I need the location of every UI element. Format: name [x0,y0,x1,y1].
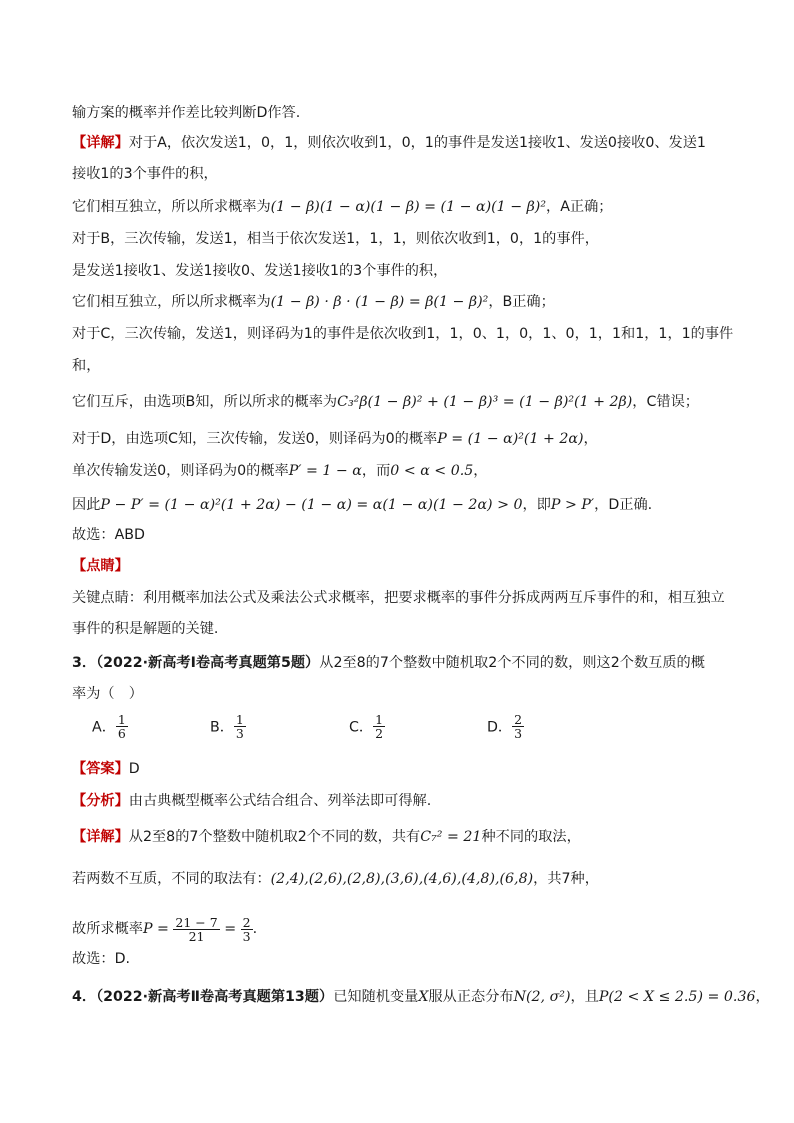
option-c [349,713,385,740]
math-formula: P = [142,921,169,937]
text: 单次传输发送0，则译码为0的概率 [72,463,289,479]
math-formula: 0 < α < 0.5 [390,463,474,479]
numerator: 21 − 7 [175,914,218,930]
text: 服从正态分布 [428,989,514,1005]
text: 关键点睛：利用概率加法公式及乘法公式求概率，把要求概率的事件分拆成两两互斥事件的和，相互独立 [72,590,725,606]
fraction [116,713,128,740]
text: ， [473,463,488,479]
text: 从2至8的7个整数中随机取2个不同的数，共有 [128,829,421,845]
text: ，共7种， [533,871,599,887]
math-formula: N(2, σ²) [513,989,571,1005]
text: 故选：ABD [72,527,145,543]
option-label: A． [92,719,116,736]
text: 种不同的取法， [481,829,581,845]
line-16 [72,589,725,607]
denominator: 21 [188,928,205,944]
text: ，A正确； [546,199,613,215]
text: 故所求概率 [72,921,143,937]
text: ，C错误； [632,394,699,410]
option-label: C． [349,719,374,736]
fraction [173,916,219,943]
math-formula: P′ = 1 − α [288,463,362,479]
line-17 [72,620,218,638]
text: ，且 [570,989,599,1005]
text: 它们相互独立，所以所求概率为 [72,199,271,215]
text: 若两数不互质，不同的取法有： [72,871,271,887]
text: 和， [72,358,101,374]
denominator: 3 [514,726,523,741]
line-4 [72,198,613,216]
answer-line [72,760,140,778]
text: ，B正确； [488,294,555,310]
pairs-line [72,870,599,888]
text: ，即 [522,497,551,513]
line-6 [72,262,447,280]
key-point-tag: 【点睛】 [72,558,129,574]
numerator: 1 [375,712,384,727]
math-formula: (2,4),(2,6),(2,8),(3,6),(4,6),(4,8),(6,8) [270,871,534,887]
line-15 [72,557,129,575]
math-formula: X [418,989,429,1005]
text: 事件的积是解题的关键. [72,621,219,637]
math-formula: (1 − β)(1 − α)(1 − β) = (1 − α)(1 − β)² [270,199,547,215]
text: ， [583,431,598,447]
question-3-heading [72,654,705,672]
text: 它们互斥，由选项B知，所以所求的概率为 [72,394,338,410]
text: 接收1的3个事件的积， [72,166,218,182]
denominator: 3 [235,726,244,741]
line-12 [72,462,487,480]
math-formula: C₇² = 21 [420,829,482,845]
line-8 [72,325,733,343]
line-9 [72,357,100,375]
line-7 [72,293,555,311]
question-text: 从2至8的7个整数中随机取2个不同的数，则这2个数互质的概 [319,655,705,671]
line-1 [72,104,300,122]
text: . [252,921,258,937]
text: 对于C，三次传输，发送1，则译码为1的事件是依次收到1，1，0、1，0，1、0，1，1和1，1，1的事件 [72,326,734,342]
denominator: 2 [375,726,384,741]
option-a [92,713,128,740]
question-4-heading [72,988,770,1006]
detail-line [72,828,581,846]
line-10 [72,393,699,411]
line-2 [72,134,706,152]
line-11 [72,430,598,448]
math-formula: P(2 < X ≤ 2.5) = 0.36 [598,989,756,1005]
option-b [210,713,246,740]
text: ， [755,989,770,1005]
option-label: D． [487,719,513,736]
denominator: 6 [117,726,126,741]
text: ，D正确. [594,497,653,513]
analysis-text: 由古典概型概率公式结合组合、列举法即可得解. [128,793,432,809]
line-5 [72,230,599,248]
text: 已知随机变量 [333,989,419,1005]
equals-sign: = [224,921,237,937]
text: 它们相互独立，所以所求概率为 [72,294,271,310]
probability-line [72,911,257,947]
analysis-line [72,792,431,810]
text: 对于D，由选项C知，三次传输，发送0，则译码为0的概率 [72,431,438,447]
detail-tag: 【详解】 [72,135,129,151]
option-d [487,713,524,740]
math-formula: P − P′ = (1 − α)²(1 + 2α) − (1 − α) = α(1 − α)(1 − 2α) > 0 [100,497,523,513]
math-formula: C₃²β(1 − β)² + (1 − β)³ = (1 − β)²(1 + 2β) [337,394,633,410]
line-3 [72,165,218,183]
fraction [512,713,524,740]
text: 输方案的概率并作差比较判断D作答. [72,105,301,121]
question-source: 3．（2022·新高考Ⅰ卷高考真题第5题） [72,655,320,671]
question-3-line-2 [72,685,143,703]
math-formula: (1 − β) · β · (1 − β) = β(1 − β)² [270,294,489,310]
fraction [241,916,253,943]
text: ，而 [361,463,391,479]
selection-line [72,950,130,968]
question-source: 4．（2022·新高考Ⅱ卷高考真题第13题） [72,989,334,1005]
question-text: 率为（ ） [72,686,143,702]
math-formula: P = (1 − α)²(1 + 2α) [437,431,584,447]
detail-tag: 【详解】 [72,829,129,845]
text: 对于B，三次传输，发送1，相当于依次发送1，1，1，则依次收到1，0，1的事件， [72,231,599,247]
denominator: 3 [242,928,251,944]
numerator: 2 [514,712,523,727]
text: 对于A，依次发送1，0，1，则依次收到1，0，1的事件是发送1接收1、发送0接收0、发送1 [128,135,706,151]
numerator: 1 [235,712,244,727]
fraction [373,713,385,740]
text: 因此 [72,497,101,513]
fraction [234,713,246,740]
numerator: 1 [117,712,126,727]
math-formula: P > P′ [550,497,595,513]
text: 故选：D. [72,951,130,967]
answer-tag: 【答案】 [72,761,129,777]
answer-text: D [128,761,140,777]
line-13 [72,496,652,514]
option-label: B． [210,719,234,736]
text: 是发送1接收1、发送1接收0、发送1接收1的3个事件的积， [72,263,448,279]
numerator: 2 [242,914,251,930]
analysis-tag: 【分析】 [72,793,129,809]
line-14 [72,526,145,544]
